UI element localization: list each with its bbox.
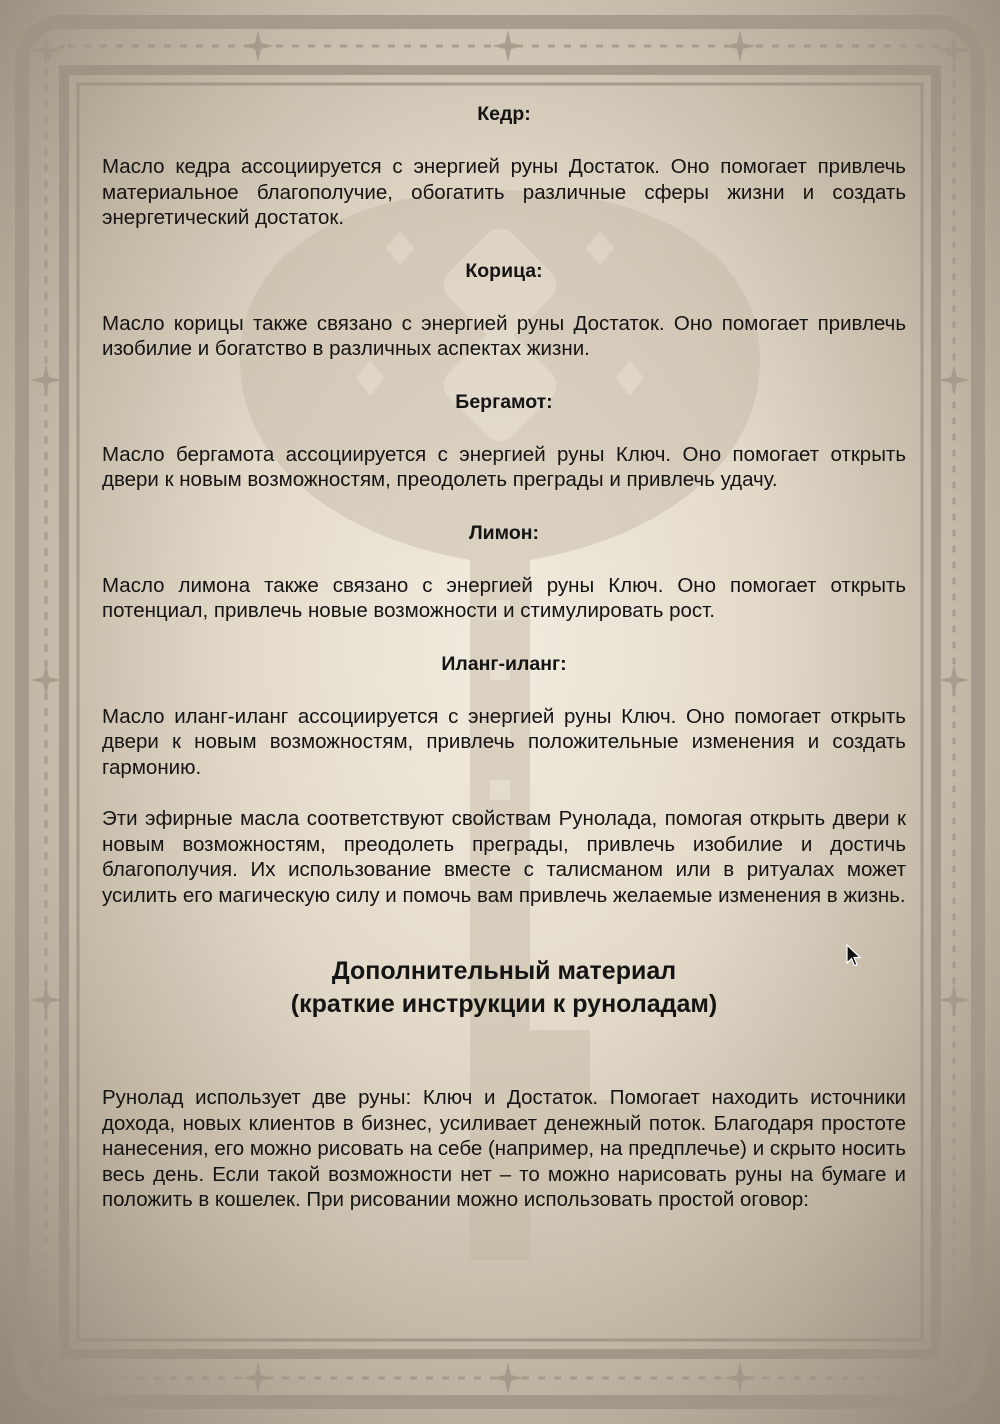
additional-title-line-2: (краткие инструкции к руноладам)	[290, 990, 718, 1018]
section-heading-ilang-ilang: Иланг-иланг:	[441, 652, 567, 675]
section-text-limon: Масло лимона также связано с энергией руны Ключ. Оно помогает открыть потенциал, привлечь новые возможности и стимулировать рост.	[102, 573, 906, 622]
section-heading-bergamot: Бергамот:	[455, 390, 553, 413]
additional-material-title	[102, 955, 906, 1021]
section-text-kedr: Масло кедра ассоциируется с энергией руны Достаток. Оно помогает привлечь материальное благополучие, обогатить различные сферы жизни и создать энергетический достаток.	[102, 155, 906, 229]
additional-title-line-1: Дополнительный материал	[331, 957, 677, 985]
section-heading-limon: Лимон:	[468, 521, 540, 544]
summary-paragraph: Эти эфирные масла соответствуют свойствам Рунолада, помогая открыть двери к новым возможностям, преодолеть преграды, привлечь изобилие и достичь благополучия. Их использование вместе с талисманом или в ритуалах может усилить его магическую силу и помочь вам привлечь желаемые изменения в жизнь.	[102, 807, 906, 907]
section-text-ilang-ilang: Масло иланг-иланг ассоциируется с энергией руны Ключ. Оно помогает открыть двери к новым возможностям, привлечь положительные изменения и создать гармонию.	[102, 704, 906, 779]
document-content	[102, 100, 906, 1213]
section-text-bergamot: Масло бергамота ассоциируется с энергией руны Ключ. Оно помогает открыть двери к новым возможностям, преодолеть преграды и привлечь удачу.	[102, 442, 906, 491]
section-heading-koritsa: Корица:	[465, 259, 543, 282]
section-heading-kedr: Кедр:	[477, 103, 531, 125]
additional-paragraph: Рунолад использует две руны: Ключ и Достаток. Помогает находить источники дохода, новых клиентов в бизнес, усиливает денежный поток. Благодаря простоте нанесения, его можно рисовать на себе (например, на предплечье) и скрыто носить весь день. Если такой возможности нет – то можно нарисовать руны на бумаге и положить в кошелек. При рисовании можно использовать простой оговор:	[102, 1086, 906, 1211]
mouse-cursor-icon	[846, 944, 862, 968]
section-text-koritsa: Масло корицы также связано с энергией руны Достаток. Оно помогает привлечь изобилие и богатство в различных аспектах жизни.	[102, 311, 906, 360]
